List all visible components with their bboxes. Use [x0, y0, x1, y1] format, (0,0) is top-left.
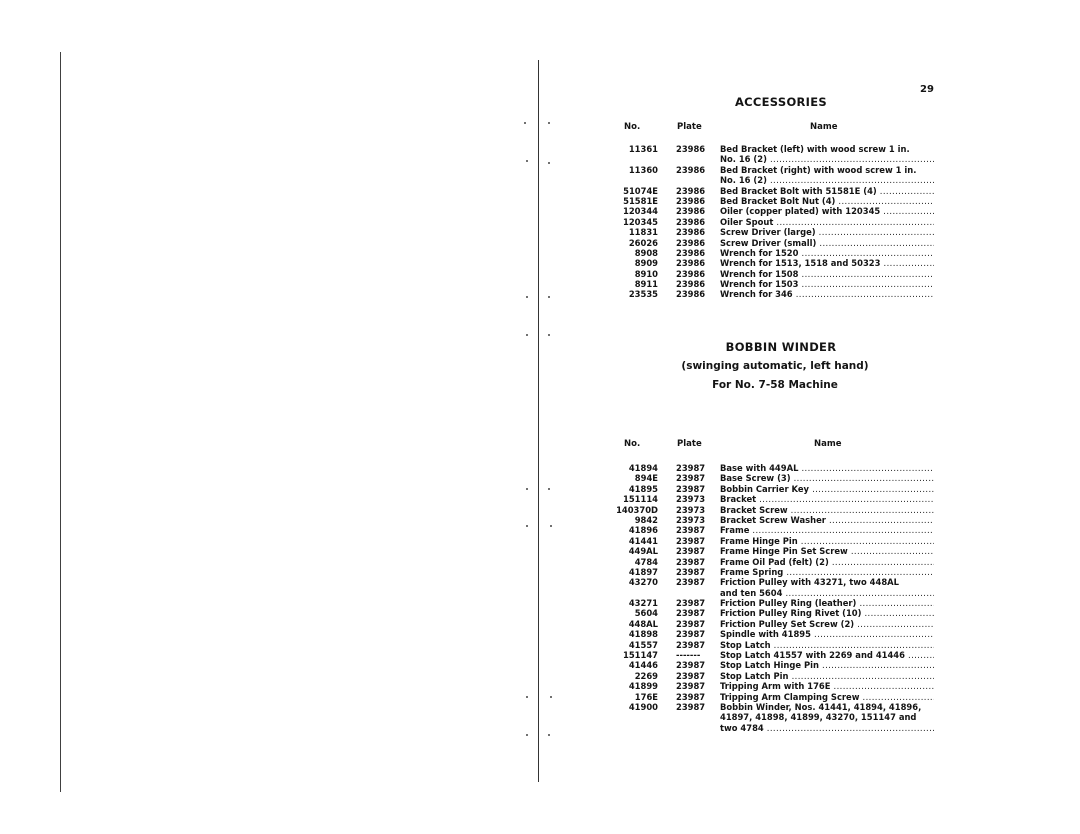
- plate-number: 23986: [676, 185, 706, 196]
- table-row: [614, 546, 944, 556]
- table-row-continuation: [614, 154, 944, 164]
- plate-number: 23986: [676, 258, 706, 269]
- table-row: [614, 577, 944, 587]
- plate-number: 23987: [676, 629, 706, 640]
- part-number: 11361: [628, 144, 658, 154]
- table-row: [614, 702, 944, 712]
- part-name-continued: 41897, 41898, 41899, 43270, 151147 and: [720, 712, 917, 723]
- accessories-header-name: Name: [810, 122, 838, 132]
- scan-speck: [526, 160, 528, 162]
- table-row: [614, 494, 944, 504]
- part-name: Oiler (copper plated) with 120345 .....: [720, 206, 934, 216]
- bobbin-winder-machine: For No. 7-58 Machine: [712, 379, 838, 391]
- plate-number: 23987: [676, 701, 706, 712]
- plate-number: 23973: [676, 514, 706, 525]
- table-row: [614, 608, 944, 618]
- part-name: Spindle with 41895 .....: [720, 629, 934, 639]
- table-row: [614, 144, 944, 154]
- part-name: Base with 449AL .....: [720, 463, 934, 473]
- plate-number: 23987: [676, 681, 706, 692]
- table-row-continuation: [614, 712, 944, 722]
- plate-number: 23987: [676, 660, 706, 671]
- part-name: Stop Latch 41557 with 2269 and 41446 .....: [720, 650, 934, 660]
- table-row: [614, 536, 944, 546]
- part-number: 120344: [623, 206, 658, 217]
- plate-number: 23986: [676, 227, 706, 238]
- part-number: 41895: [628, 483, 658, 494]
- table-row: [614, 660, 944, 670]
- scan-speck: [548, 122, 550, 124]
- part-number: 41897: [628, 566, 658, 577]
- table-row: [614, 269, 944, 279]
- part-name: Bed Bracket (left) with wood screw 1 in.: [720, 144, 910, 154]
- part-name: Frame Spring .....: [720, 567, 934, 577]
- plate-number: 23987: [676, 566, 706, 577]
- part-number: 23535: [628, 289, 658, 300]
- scan-speck: [526, 296, 528, 298]
- table-row: [614, 248, 944, 258]
- page-number: 29: [920, 84, 934, 95]
- scan-speck: [548, 734, 550, 736]
- part-name: Bed Bracket Bolt with 51581E (4) .....: [720, 186, 934, 196]
- plate-number: 23987: [676, 608, 706, 619]
- accessories-title: ACCESSORIES: [734, 95, 828, 109]
- table-row: [614, 196, 944, 206]
- plate-number: 23986: [676, 195, 706, 206]
- table-row: [614, 525, 944, 535]
- part-name: Friction Pulley with 43271, two 448AL: [720, 577, 899, 588]
- table-row: [614, 227, 944, 237]
- part-name: Wrench for 1503 .....: [720, 279, 934, 289]
- part-number: 2269: [634, 670, 658, 681]
- plate-number: 23987: [676, 546, 706, 557]
- part-number: 11831: [628, 227, 658, 238]
- part-name: Bed Bracket (right) with wood screw 1 in.: [720, 164, 917, 175]
- part-name: Frame Hinge Pin .....: [720, 536, 934, 546]
- plate-number: 23987: [676, 473, 706, 484]
- part-number: 26026: [628, 237, 658, 248]
- bobbin-header-name: Name: [814, 439, 842, 449]
- part-name: Screw Driver (large) .....: [720, 227, 934, 237]
- scan-speck: [524, 122, 526, 124]
- part-number: 4784: [634, 556, 658, 567]
- part-number: 140370D: [616, 504, 658, 515]
- part-name: Frame Hinge Pin Set Screw .....: [720, 546, 934, 556]
- table-row: [614, 567, 944, 577]
- part-number: 43271: [628, 598, 658, 609]
- table-row-continuation: [614, 175, 944, 185]
- part-name: Stop Latch Pin .....: [720, 671, 934, 681]
- plate-number: 23987: [676, 463, 706, 473]
- part-number: 151147: [623, 650, 658, 661]
- bobbin-winder-title: BOBBIN WINDER: [725, 340, 837, 354]
- part-number: 8910: [634, 268, 658, 279]
- part-number: 51581E: [623, 195, 658, 206]
- plate-number: -------: [676, 650, 701, 661]
- part-number: 41900: [628, 701, 658, 712]
- part-name: Base Screw (3) .....: [720, 473, 934, 483]
- plate-number: 23987: [676, 598, 706, 609]
- plate-number: 23986: [676, 216, 706, 227]
- part-name: Bracket Screw .....: [720, 505, 934, 515]
- plate-number: 23987: [676, 556, 706, 567]
- part-name: Bed Bracket Bolt Nut (4) .....: [720, 196, 934, 206]
- scan-speck: [548, 296, 550, 298]
- table-row-continuation: [614, 588, 944, 598]
- book-spine: [538, 60, 539, 782]
- table-row: [614, 692, 944, 702]
- part-number: 120345: [623, 216, 658, 227]
- part-name: Friction Pulley Set Screw (2) .....: [720, 619, 934, 629]
- table-row: [614, 650, 944, 660]
- part-name: Bracket .....: [720, 494, 934, 504]
- part-name: Bracket Screw Washer .....: [720, 515, 934, 525]
- plate-number: 23973: [676, 504, 706, 515]
- table-row: [614, 505, 944, 515]
- table-row: [614, 557, 944, 567]
- table-row: [614, 217, 944, 227]
- part-number: 51074E: [623, 185, 658, 196]
- part-number: 8909: [634, 258, 658, 269]
- part-number: 41899: [628, 681, 658, 692]
- plate-number: 23987: [676, 670, 706, 681]
- part-name: Frame Oil Pad (felt) (2) .....: [720, 557, 934, 567]
- table-row: [614, 238, 944, 248]
- table-row: [614, 640, 944, 650]
- part-name: Tripping Arm Clamping Screw .....: [720, 692, 934, 702]
- table-row: [614, 473, 944, 483]
- table-row: [614, 515, 944, 525]
- table-row: [614, 681, 944, 691]
- scan-speck: [550, 525, 552, 527]
- plate-number: 23986: [676, 289, 706, 300]
- part-number: 8911: [634, 279, 658, 290]
- part-name: Frame .....: [720, 525, 934, 535]
- part-name: Wrench for 1513, 1518 and 50323 .....: [720, 258, 934, 268]
- part-number: 41894: [628, 463, 658, 473]
- bobbin-parts-list: [614, 463, 944, 733]
- table-row: [614, 186, 944, 196]
- part-name: Screw Driver (small) .....: [720, 238, 934, 248]
- scan-speck: [548, 334, 550, 336]
- part-name: Stop Latch Hinge Pin .....: [720, 660, 934, 670]
- plate-number: 23986: [676, 247, 706, 258]
- plate-number: 23986: [676, 206, 706, 217]
- part-number: 41557: [628, 639, 658, 650]
- part-number: 41441: [628, 535, 658, 546]
- part-number: 11360: [628, 164, 658, 175]
- plate-number: 23986: [676, 237, 706, 248]
- plate-number: 23987: [676, 525, 706, 536]
- part-name-continued: and ten 5604 .....: [720, 588, 934, 598]
- part-number: 41898: [628, 629, 658, 640]
- part-name: Friction Pulley Ring Rivet (10) .....: [720, 608, 934, 618]
- plate-number: 23987: [676, 639, 706, 650]
- scan-speck: [526, 696, 528, 698]
- part-number: 9842: [634, 514, 658, 525]
- part-number: 5604: [634, 608, 658, 619]
- plate-number: 23987: [676, 483, 706, 494]
- part-number: 8908: [634, 247, 658, 258]
- plate-number: 23986: [676, 279, 706, 290]
- table-row: [614, 463, 944, 473]
- table-row: [614, 598, 944, 608]
- part-name: Oiler Spout .....: [720, 217, 934, 227]
- plate-number: 23986: [676, 144, 706, 154]
- part-name: Wrench for 346 .....: [720, 289, 934, 299]
- part-number: 449AL: [628, 546, 658, 557]
- scan-speck: [526, 734, 528, 736]
- bobbin-winder-subtitle: (swinging automatic, left hand): [681, 360, 869, 372]
- part-name: Wrench for 1520 .....: [720, 248, 934, 258]
- accessories-header-no: No.: [624, 122, 641, 132]
- part-name: Friction Pulley Ring (leather) .....: [720, 598, 934, 608]
- plate-number: 23986: [676, 268, 706, 279]
- part-number: 448AL: [628, 618, 658, 629]
- part-number: 894E: [634, 473, 658, 484]
- part-number: 151114: [623, 494, 658, 505]
- part-name: Wrench for 1508 .....: [720, 269, 934, 279]
- plate-number: 23987: [676, 535, 706, 546]
- part-number: 41896: [628, 525, 658, 536]
- scan-speck: [548, 162, 550, 164]
- part-name: Stop Latch .....: [720, 640, 934, 650]
- bobbin-header-no: No.: [624, 439, 641, 449]
- part-number: 43270: [628, 577, 658, 588]
- part-number: 41446: [628, 660, 658, 671]
- part-name-continued: No. 16 (2) .....: [720, 175, 934, 185]
- table-row-continuation: [614, 723, 944, 733]
- plate-number: 23987: [676, 691, 706, 702]
- part-name-continued: two 4784 .....: [720, 723, 934, 733]
- part-name-continued: No. 16 (2) .....: [720, 154, 934, 164]
- table-row: [614, 629, 944, 639]
- table-row: [614, 484, 944, 494]
- table-row: [614, 165, 944, 175]
- table-row: [614, 279, 944, 289]
- table-row: [614, 206, 944, 216]
- table-row: [614, 289, 944, 299]
- scan-speck: [526, 334, 528, 336]
- scan-speck: [548, 488, 550, 490]
- part-number: 176E: [634, 691, 658, 702]
- bobbin-header-plate: Plate: [677, 439, 702, 449]
- plate-number: 23987: [676, 618, 706, 629]
- scan-speck: [526, 488, 528, 490]
- scan-speck: [550, 696, 552, 698]
- table-row: [614, 619, 944, 629]
- plate-number: 23987: [676, 577, 706, 588]
- part-name: Bobbin Winder, Nos. 41441, 41894, 41896,: [720, 701, 922, 712]
- table-row: [614, 258, 944, 268]
- left-page-edge: [60, 52, 61, 792]
- part-name: Tripping Arm with 176E .....: [720, 681, 934, 691]
- plate-number: 23986: [676, 164, 706, 175]
- plate-number: 23973: [676, 494, 706, 505]
- part-name: Bobbin Carrier Key .....: [720, 484, 934, 494]
- accessories-header-plate: Plate: [677, 122, 702, 132]
- table-row: [614, 671, 944, 681]
- scan-speck: [526, 525, 528, 527]
- accessories-parts-list: [614, 144, 944, 300]
